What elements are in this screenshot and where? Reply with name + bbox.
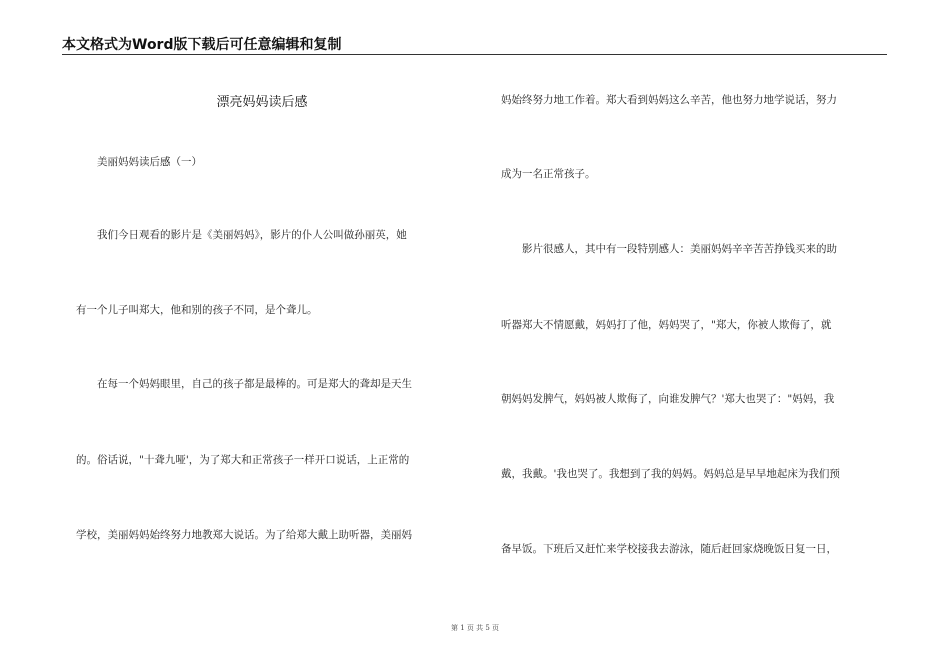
document-title: 漂亮妈妈读后感 [216,95,308,110]
text-line: 备早饭。下班后又赶忙来学校接我去游泳，随后赶回家烧晚饭日复一日， [501,543,837,555]
text-line: 影片很感人，其中有一段特别感人：美丽妈妈辛辛苦苦挣钱买来的助 [501,243,837,255]
page-header: 本文格式为Word版下载后可任意编辑和复制 [62,37,342,53]
header-divider [62,54,887,55]
text-line: 我们今日观看的影片是《美丽妈妈》，影片的仆人公叫做孙丽英，她 [76,229,407,241]
text-line: 戴，我戴。'我也哭了。我想到了我的妈妈。妈妈总是早早地起床为我们预 [501,468,840,480]
text-line: 在每一个妈妈眼里，自己的孩子都是最棒的。可是郑大的聋却是天生 [76,378,412,390]
text-line: 有一个儿子叫郑大，他和别的孩子不同，是个聋儿。 [76,304,318,316]
text-line: 听器郑大不情愿戴，妈妈打了他，妈妈哭了，"郑大，你被人欺侮了，就 [501,319,832,331]
text-line: 朝妈妈发脾气，妈妈被人欺侮了，向谁发脾气？'郑大也哭了："妈妈，我 [501,393,835,405]
text-line: 妈始终努力地工作着。郑大看到妈妈这么辛苦，他也努力地学说话，努力 [501,94,837,106]
text-line: 美丽妈妈读后感（一） [76,156,202,168]
page-number: 第 1 页 共 5 页 [450,624,500,632]
text-line: 学校，美丽妈妈始终努力地教郑大说话。为了给郑大戴上助听器，美丽妈 [76,529,412,541]
text-line: 成为一名正常孩子。 [501,168,596,180]
text-line: 的。俗话说，"十聋九哑'，为了郑大和正常孩子一样开口说话，上正常的 [76,454,410,466]
